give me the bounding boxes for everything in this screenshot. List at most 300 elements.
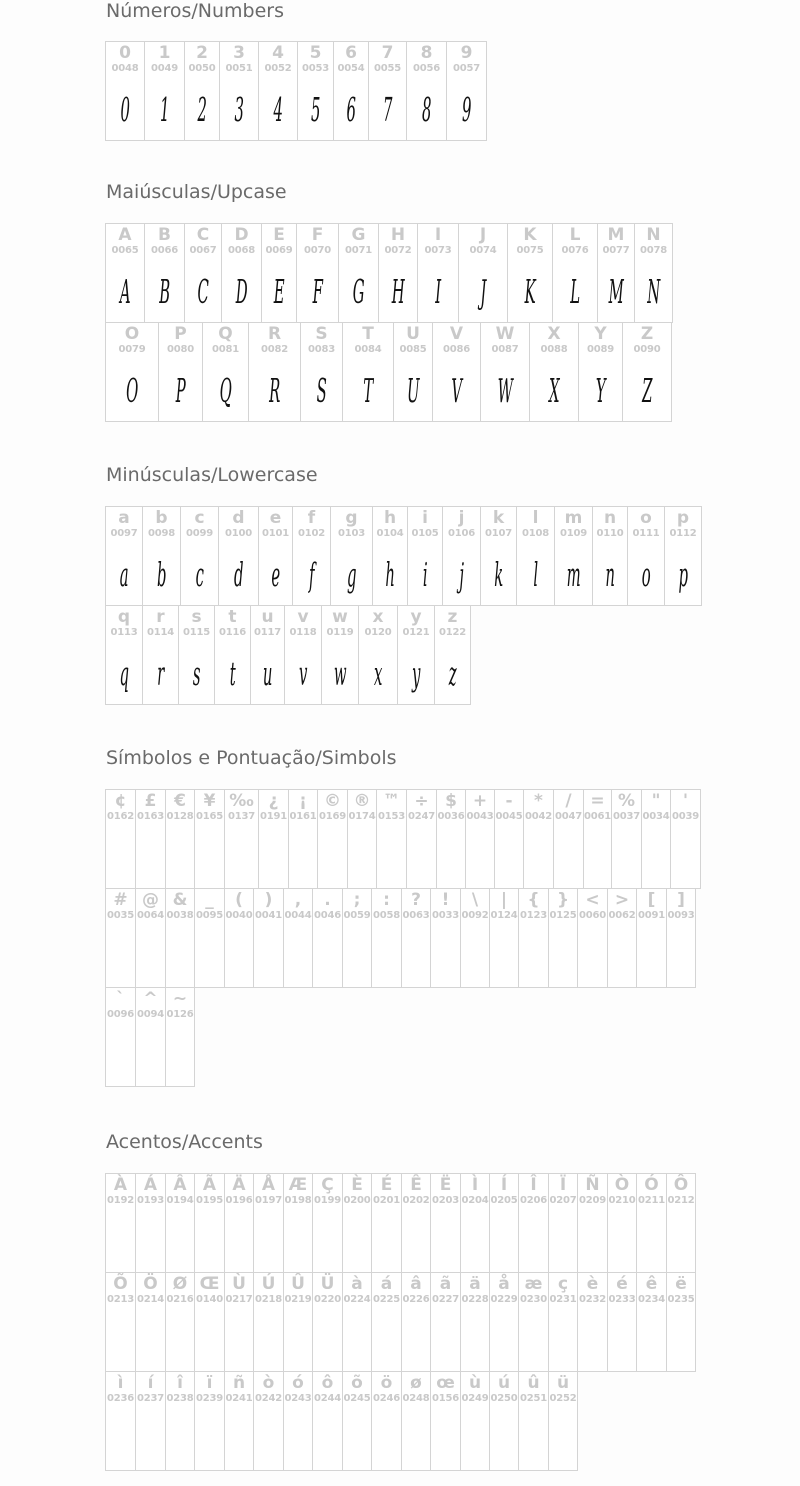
glyph-char-label: ó	[292, 1373, 304, 1393]
glyph-char-label: è	[586, 1274, 599, 1294]
glyph-sample: v	[299, 654, 307, 693]
glyph-code: 0053	[301, 63, 330, 74]
glyph-sample: a	[119, 555, 129, 594]
glyph-sample: o	[641, 555, 651, 594]
glyph-cell	[393, 322, 433, 422]
glyph-char-label: ©	[324, 791, 341, 811]
lower-row	[105, 605, 701, 704]
glyph-code: 0227	[431, 1294, 460, 1305]
glyph-code: 0218	[254, 1294, 283, 1305]
glyph-cell	[577, 1272, 608, 1372]
glyph-code: 0064	[136, 910, 165, 921]
glyph-cell	[430, 888, 461, 988]
glyph-cell	[250, 605, 285, 705]
glyph-char-label: Û	[291, 1274, 305, 1294]
glyph-sample: 6	[346, 90, 356, 129]
glyph-code: 0057	[452, 63, 481, 74]
glyph-code: 0085	[399, 344, 427, 355]
glyph-code: 0251	[519, 1393, 548, 1404]
glyph-cell	[371, 1371, 402, 1471]
glyph-code: 0043	[466, 811, 494, 822]
glyph-code: 0237	[136, 1393, 165, 1404]
glyph-code: 0235	[667, 1294, 695, 1305]
glyph-sample: H	[391, 272, 405, 311]
glyph-char-label: z	[447, 607, 458, 627]
glyph-char-label: 9	[460, 43, 473, 63]
glyph-char-label: õ	[351, 1373, 363, 1393]
glyph-cell	[465, 789, 495, 889]
glyph-sample: q	[119, 654, 129, 693]
glyph-cell	[397, 605, 435, 705]
glyph-sample: I	[435, 272, 441, 311]
symbols-section-title: Símbolos e Pontuação/Simbols	[106, 747, 397, 769]
glyph-cell	[248, 322, 301, 422]
glyph-char-label: G	[351, 225, 366, 245]
glyph-cell	[342, 1371, 372, 1471]
upcase-grid	[105, 223, 672, 421]
glyph-code: 0094	[136, 1009, 165, 1020]
glyph-char-label: [	[647, 890, 656, 910]
glyph-char-label: Ø	[172, 1274, 188, 1294]
glyph-char-label: h	[383, 508, 397, 528]
glyph-char-label: u	[261, 607, 274, 627]
glyph-cell	[401, 888, 431, 988]
glyph-code: 0165	[195, 811, 224, 822]
glyph-code: 0048	[111, 63, 139, 74]
glyph-cell	[105, 605, 143, 705]
glyph-cell	[105, 1173, 136, 1273]
glyph-cell	[666, 1173, 696, 1273]
glyph-code: 0066	[150, 245, 179, 256]
glyph-cell	[224, 1173, 254, 1273]
glyph-cell	[321, 605, 359, 705]
glyph-char-label: ™	[383, 791, 400, 811]
glyph-char-label: û	[527, 1373, 540, 1393]
glyph-cell	[253, 888, 284, 988]
glyph-char-label: £	[144, 791, 157, 811]
glyph-code: 0191	[259, 811, 288, 822]
glyph-char-label: 2	[196, 43, 208, 63]
glyph-cell	[105, 1371, 136, 1471]
glyph-char-label: c	[194, 508, 205, 528]
glyph-code: 0047	[554, 811, 583, 822]
glyph-sample: i	[422, 555, 428, 594]
glyph-char-label: m	[564, 508, 583, 528]
glyph-code: 0100	[224, 528, 253, 539]
glyph-code: 0093	[667, 910, 695, 921]
glyph-char-label: C	[196, 225, 210, 245]
glyph-char-label: œ	[436, 1373, 455, 1393]
glyph-cell	[436, 789, 466, 889]
glyph-char-label: Î	[530, 1175, 537, 1195]
glyph-char-label: 7	[381, 43, 394, 63]
glyph-char-label: .	[324, 890, 331, 910]
glyph-char-label: E	[273, 225, 285, 245]
glyph-code: 0060	[578, 910, 607, 921]
glyph-code: 0106	[447, 528, 476, 539]
glyph-char-label: ê	[645, 1274, 658, 1294]
glyph-char-label: ì	[117, 1373, 124, 1393]
glyph-char-label: X	[547, 324, 561, 344]
glyph-cell	[219, 41, 259, 141]
glyph-code: 0120	[364, 627, 392, 638]
symbols-grid	[105, 789, 700, 1086]
glyph-char-label: Ã	[202, 1175, 217, 1195]
glyph-char-label: }	[556, 890, 570, 910]
glyph-char-label: B	[158, 225, 171, 245]
glyph-cell	[430, 1173, 461, 1273]
glyph-code: 0236	[106, 1393, 135, 1404]
glyph-cell	[224, 1371, 254, 1471]
glyph-char-label: ?	[411, 890, 421, 910]
glyph-char-label: ¡	[299, 791, 307, 811]
glyph-sample: g	[346, 555, 357, 594]
glyph-code: 0087	[491, 344, 519, 355]
glyph-cell	[607, 1173, 637, 1273]
glyph-char-label: @	[142, 890, 159, 910]
glyph-code: 0207	[549, 1195, 577, 1206]
glyph-cell	[105, 888, 136, 988]
glyph-code: 0102	[297, 528, 326, 539]
glyph-char-label: ô	[321, 1373, 334, 1393]
glyph-char-label: í	[147, 1373, 154, 1393]
glyph-code: 0245	[343, 1393, 371, 1404]
glyph-cell	[554, 506, 593, 606]
glyph-cell	[430, 1272, 461, 1372]
glyph-code: 0040	[225, 910, 253, 921]
glyph-code: 0098	[147, 528, 176, 539]
glyph-code: 0077	[602, 245, 630, 256]
glyph-cell	[202, 322, 249, 422]
glyph-char-label: "	[651, 791, 661, 811]
glyph-char-label: ^	[143, 989, 158, 1009]
glyph-cell	[184, 41, 220, 141]
glyph-char-label: &	[172, 890, 188, 910]
glyph-cell	[489, 1371, 519, 1471]
glyph-code: 0216	[166, 1294, 194, 1305]
glyph-cell	[460, 888, 490, 988]
glyph-sample: X	[548, 371, 560, 410]
glyph-cell	[288, 789, 318, 889]
glyph-char-label: *	[534, 791, 543, 811]
glyph-char-label: À	[113, 1175, 128, 1195]
glyph-sample: U	[406, 371, 420, 410]
glyph-cell	[283, 888, 313, 988]
glyph-code: 0234	[637, 1294, 666, 1305]
glyph-sample: c	[195, 555, 204, 594]
glyph-cell	[634, 223, 673, 323]
glyph-char-label: D	[234, 225, 249, 245]
glyph-code: 0202	[402, 1195, 430, 1206]
accents-row	[105, 1272, 695, 1371]
glyph-code: 0246	[372, 1393, 401, 1404]
glyph-code: 0035	[106, 910, 135, 921]
glyph-code: 0153	[377, 811, 406, 822]
glyph-sample: F	[312, 272, 323, 311]
glyph-cell	[552, 223, 598, 323]
glyph-cell	[371, 1272, 402, 1372]
glyph-code: 0091	[637, 910, 666, 921]
glyph-char-label: Ë	[439, 1175, 452, 1195]
glyph-cell	[627, 506, 665, 606]
glyph-cell	[516, 506, 555, 606]
glyph-code: 0220	[313, 1294, 342, 1305]
glyph-sample: h	[385, 555, 395, 594]
glyph-cell	[105, 322, 159, 422]
glyph-code: 0054	[337, 63, 365, 74]
glyph-cell	[592, 506, 628, 606]
glyph-char-label: x	[372, 607, 384, 627]
glyph-char-label: î	[177, 1373, 183, 1393]
glyph-code: 0089	[586, 344, 615, 355]
glyph-code: 0033	[431, 910, 460, 921]
glyph-char-label: F	[311, 225, 324, 245]
glyph-cell	[480, 506, 517, 606]
glyph-char-label: æ	[524, 1274, 543, 1294]
glyph-cell	[214, 605, 251, 705]
glyph-code: 0228	[461, 1294, 489, 1305]
symbols-row	[105, 987, 700, 1086]
glyph-cell	[342, 322, 394, 422]
glyph-code: 0250	[490, 1393, 518, 1404]
glyph-code: 0052	[264, 63, 292, 74]
glyph-cell	[283, 1371, 313, 1471]
glyph-code: 0206	[519, 1195, 548, 1206]
glyph-char-label: J	[479, 225, 487, 245]
glyph-cell	[165, 789, 195, 889]
glyph-cell	[372, 506, 408, 606]
glyph-code: 0241	[225, 1393, 253, 1404]
glyph-cell	[407, 506, 443, 606]
glyph-char-label: ;	[353, 890, 361, 910]
glyph-char-label: p	[676, 508, 690, 528]
glyph-cell	[518, 1272, 549, 1372]
glyph-char-label: É	[380, 1175, 393, 1195]
glyph-sample: A	[119, 272, 131, 311]
glyph-char-label: ö	[380, 1373, 393, 1393]
glyph-cell	[666, 888, 696, 988]
glyph-code: 0126	[166, 1009, 194, 1020]
glyph-sample: 3	[234, 90, 244, 129]
glyph-char-label: 5	[309, 43, 322, 63]
glyph-sample: P	[175, 371, 186, 410]
glyph-code: 0080	[166, 344, 195, 355]
glyph-code: 0079	[118, 344, 146, 355]
glyph-code: 0115	[182, 627, 211, 638]
glyph-sample: m	[566, 555, 581, 594]
glyph-code: 0201	[372, 1195, 401, 1206]
glyph-cell	[442, 506, 481, 606]
glyph-code: 0071	[344, 245, 373, 256]
glyph-cell	[297, 41, 334, 141]
glyph-char-label: Ñ	[585, 1175, 600, 1195]
glyph-code: 0075	[516, 245, 544, 256]
glyph-sample: N	[647, 272, 660, 311]
accents-section-title: Acentos/Accents	[106, 1131, 263, 1153]
glyph-cell	[224, 1272, 254, 1372]
glyph-code: 0105	[411, 528, 439, 539]
glyph-char-label: S	[315, 324, 328, 344]
glyph-code: 0074	[469, 245, 497, 256]
accents-grid	[105, 1173, 695, 1470]
glyph-code: 0226	[402, 1294, 430, 1305]
glyph-cell	[224, 888, 254, 988]
glyph-char-label: {	[527, 890, 540, 910]
glyph-code: 0107	[484, 528, 513, 539]
glyph-char-label: Ç	[321, 1175, 334, 1195]
glyph-code: 0044	[284, 910, 312, 921]
glyph-code: 0128	[166, 811, 194, 822]
glyph-code: 0096	[106, 1009, 135, 1020]
glyph-char-label: O	[124, 324, 140, 344]
glyph-char-label: ä	[469, 1274, 481, 1294]
accents-row	[105, 1371, 695, 1470]
glyph-cell	[312, 1371, 343, 1471]
glyph-code: 0037	[612, 811, 641, 822]
glyph-cell	[607, 1272, 637, 1372]
glyph-cell	[330, 506, 373, 606]
glyph-code: 0110	[596, 528, 624, 539]
glyph-code: 0203	[431, 1195, 460, 1206]
glyph-cell	[105, 789, 136, 889]
glyph-code: 0199	[313, 1195, 342, 1206]
glyph-cell	[135, 789, 166, 889]
glyph-code: 0055	[373, 63, 402, 74]
glyph-char-label: â	[410, 1274, 422, 1294]
glyph-code: 0051	[225, 63, 253, 74]
glyph-char-label: H	[390, 225, 406, 245]
glyph-cell	[194, 1272, 225, 1372]
glyph-cell	[401, 1272, 431, 1372]
glyph-cell	[253, 1173, 284, 1273]
glyph-code: 0083	[307, 344, 336, 355]
glyph-cell	[460, 1371, 490, 1471]
glyph-char-label: n	[603, 508, 617, 528]
glyph-sample: 7	[383, 90, 392, 129]
glyph-code: 0042	[524, 811, 553, 822]
glyph-code: 0099	[185, 528, 214, 539]
glyph-cell	[221, 223, 262, 323]
glyph-code: 0205	[490, 1195, 518, 1206]
glyph-code: 0119	[326, 627, 354, 638]
glyph-char-label: /	[565, 791, 572, 811]
glyph-char-label: b	[155, 508, 168, 528]
glyph-code: 0214	[136, 1294, 165, 1305]
glyph-code: 0065	[111, 245, 139, 256]
glyph-code: 0231	[549, 1294, 577, 1305]
glyph-char-label: =	[590, 791, 605, 811]
glyph-char-label: ø	[410, 1373, 422, 1393]
glyph-cell	[105, 41, 145, 141]
glyph-char-label: ¿	[268, 791, 279, 811]
glyph-code: 0174	[348, 811, 376, 822]
glyph-sample: M	[608, 272, 624, 311]
glyph-code: 0081	[211, 344, 240, 355]
glyph-cell	[284, 605, 322, 705]
upcase-section-title: Maiúsculas/Upcase	[106, 181, 287, 203]
glyph-code: 0090	[633, 344, 661, 355]
glyph-code: 0092	[461, 910, 489, 921]
glyph-code: 0063	[402, 910, 430, 921]
glyph-code: 0121	[402, 627, 430, 638]
glyph-cell	[105, 223, 145, 323]
glyph-sample: J	[480, 272, 486, 311]
glyph-char-label: ®	[353, 791, 371, 811]
glyph-cell	[597, 223, 635, 323]
glyph-char-label: ¢	[114, 791, 127, 811]
glyph-cell	[312, 1173, 343, 1273]
glyph-cell	[577, 1173, 608, 1273]
glyph-char-label: N	[646, 225, 661, 245]
glyph-cell	[184, 223, 222, 323]
glyph-sample: p	[678, 555, 688, 594]
glyph-cell	[258, 789, 289, 889]
glyph-cell	[194, 789, 225, 889]
lower-row	[105, 506, 701, 605]
glyph-char-label: ë	[675, 1274, 687, 1294]
glyph-cell	[670, 789, 701, 889]
glyph-code: 0232	[578, 1294, 607, 1305]
glyph-char-label: á	[380, 1274, 393, 1294]
glyph-code: 0123	[519, 910, 548, 921]
glyph-cell	[548, 1173, 578, 1273]
glyph-code: 0200	[343, 1195, 371, 1206]
glyph-code: 0084	[354, 344, 382, 355]
glyph-code: 0122	[438, 627, 467, 638]
glyph-cell	[548, 1371, 578, 1471]
glyph-cell	[261, 223, 297, 323]
glyph-code: 0212	[667, 1195, 695, 1206]
glyph-sample: Q	[219, 371, 232, 410]
glyph-code: 0238	[166, 1393, 194, 1404]
glyph-sample: G	[352, 272, 365, 311]
glyph-code: 0086	[442, 344, 471, 355]
glyph-char-label: ù	[468, 1373, 482, 1393]
glyph-char-label: U	[406, 324, 420, 344]
glyph-code: 0156	[431, 1393, 460, 1404]
glyph-char-label: 1	[158, 43, 171, 63]
glyph-cell	[165, 888, 195, 988]
glyph-char-label: ]	[677, 890, 685, 910]
glyph-cell	[507, 223, 553, 323]
glyph-char-label: 8	[420, 43, 433, 63]
glyph-cell	[158, 322, 203, 422]
glyph-char-label: -	[505, 791, 513, 811]
glyph-char-label: g	[345, 508, 358, 528]
glyph-code: 0137	[227, 811, 256, 822]
glyph-sample: L	[570, 272, 580, 311]
glyph-code: 0103	[337, 528, 366, 539]
glyph-char-label: ¥	[203, 791, 216, 811]
glyph-char-label: 6	[345, 43, 357, 63]
glyph-char-label: P	[174, 324, 187, 344]
glyph-cell	[135, 987, 166, 1087]
glyph-char-label: ,	[294, 890, 302, 910]
glyph-cell	[283, 1173, 313, 1273]
glyph-cell	[583, 789, 612, 889]
glyph-sample: B	[159, 272, 170, 311]
glyph-cell	[460, 1272, 490, 1372]
glyph-cell	[258, 41, 298, 141]
glyph-char-label: q	[117, 607, 131, 627]
glyph-code: 0209	[578, 1195, 607, 1206]
glyph-cell	[338, 223, 379, 323]
glyph-cell	[641, 789, 671, 889]
upper-row	[105, 223, 672, 322]
glyph-sample: t	[229, 654, 236, 693]
numbers-section-title: Números/Numbers	[106, 0, 284, 22]
glyph-cell	[300, 322, 343, 422]
